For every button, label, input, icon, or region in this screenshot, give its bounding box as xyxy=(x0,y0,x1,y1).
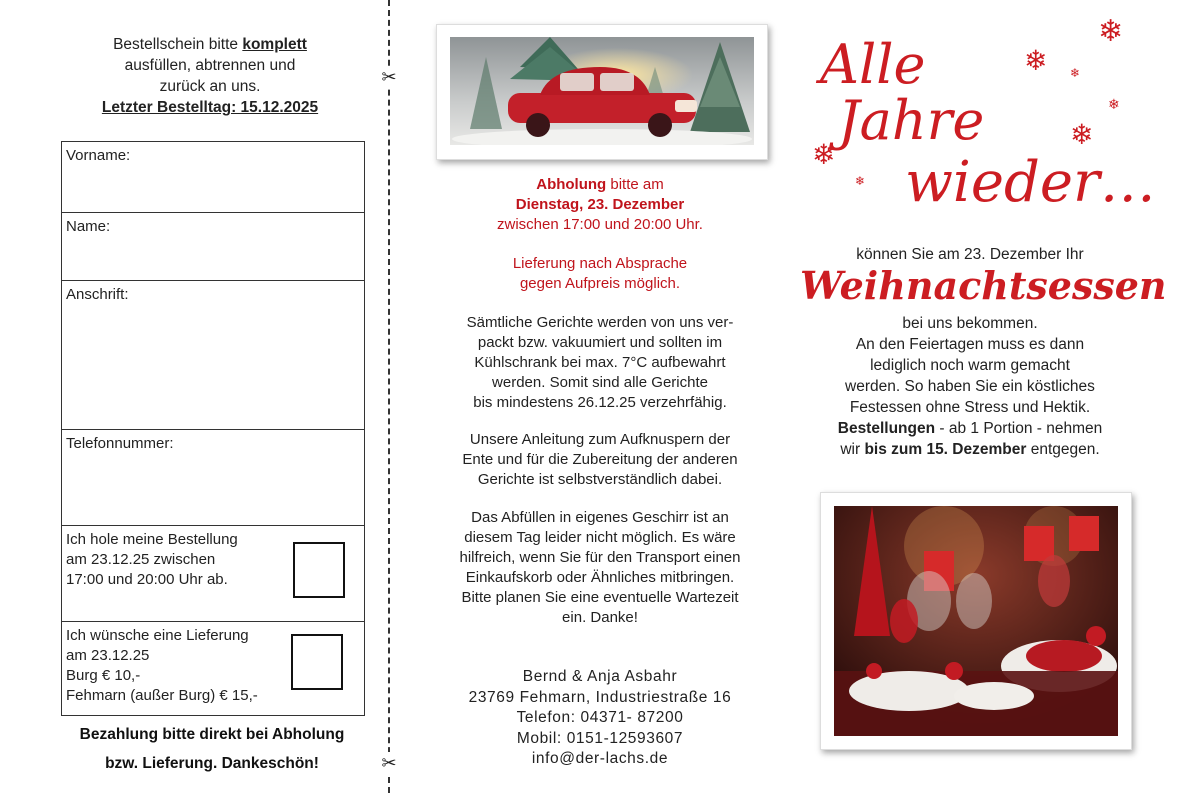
order-deadline: Letzter Bestelltag: 15.12.2025 xyxy=(101,99,319,116)
phone-label: Telefonnummer: xyxy=(66,435,174,452)
delivery-option-text: am 23.12.25 xyxy=(66,647,150,664)
delivery-text: gegen Aufpreis möglich. xyxy=(519,275,681,292)
title-word: wieder… xyxy=(905,150,1156,215)
intro-line: zurück an uns. xyxy=(159,78,261,95)
payment-line: bzw. Lieferung. Dankeschön! xyxy=(105,755,319,772)
address-field[interactable] xyxy=(62,281,364,430)
contact-mobile: Mobil: 0151-12593607 xyxy=(516,729,684,747)
lastname-label: Name: xyxy=(66,218,111,235)
delivery-info xyxy=(430,254,770,294)
contact-address: 23769 Fehmarn, Industriestraße 16 xyxy=(468,688,732,706)
delivery-text: Lieferung nach Absprache xyxy=(512,255,688,272)
pickup-option-text: 17:00 und 20:00 Uhr ab. xyxy=(66,571,228,588)
lastname-field[interactable] xyxy=(62,213,364,281)
title-word: Jahre xyxy=(838,89,985,152)
instructions-text: Unsere Anleitung zum Aufknuspern der xyxy=(469,431,731,448)
car-photo-frame xyxy=(436,24,768,160)
contact-phone: Telefon: 04371- 87200 xyxy=(516,709,684,726)
intro-text: Bestellschein bitte xyxy=(113,36,243,53)
storage-info xyxy=(430,313,770,413)
snowflake-icon: ❄ xyxy=(1108,96,1120,112)
delivery-checkbox[interactable] xyxy=(291,634,343,690)
snowflake-icon: ❄ xyxy=(855,174,866,188)
headline: Weihnachtsessen xyxy=(800,263,1167,308)
snowflake-icon: ❄ xyxy=(1070,119,1094,150)
dinner-photo-frame xyxy=(820,492,1132,750)
address-label: Anschrift: xyxy=(66,286,129,303)
order-form xyxy=(61,141,365,716)
payment-note xyxy=(52,720,372,778)
storage-text: Sämtliche Gerichte werden von uns ver- xyxy=(466,314,734,331)
pickup-time: zwischen 17:00 und 20:00 Uhr. xyxy=(497,216,703,233)
transport-info xyxy=(430,508,770,628)
order-text: - ab 1 Portion - nehmen xyxy=(935,420,1103,437)
intro-lead: können Sie am 23. Dezember Ihr xyxy=(856,246,1084,263)
cut-line xyxy=(388,0,390,793)
delivery-option-text: Ich wünsche eine Lieferung xyxy=(66,627,249,644)
order-label: Bestellungen xyxy=(837,420,936,437)
pickup-checkbox[interactable] xyxy=(293,542,345,598)
transport-text: Einkaufskorb oder Ähnliches mitbringen. xyxy=(465,569,735,586)
delivery-option-text: Burg € 10,- xyxy=(66,667,141,684)
snowflake-icon: ❄ xyxy=(1070,66,1081,80)
christmas-dinner-photo xyxy=(834,506,1118,736)
description-line: bei uns bekommen. xyxy=(902,315,1038,332)
description-line: werden. So haben Sie ein köstliches xyxy=(845,378,1095,395)
instructions-text: Ente und für die Zubereitung der anderen xyxy=(462,451,738,468)
storage-text: werden. Somit sind alle Gerichte xyxy=(492,374,708,391)
firstname-label: Vorname: xyxy=(66,147,131,164)
storage-text: packt bzw. vakuumiert und sollten im xyxy=(477,334,723,351)
pickup-heading: Abholung xyxy=(536,176,607,193)
scissors-icon: ✂ xyxy=(378,752,400,774)
scissors-icon: ✂ xyxy=(378,66,400,88)
instructions-text: Gerichte ist selbstverständlich dabei. xyxy=(477,471,723,488)
description-line: An den Feiertagen muss es dann xyxy=(855,336,1085,353)
pickup-option xyxy=(62,526,364,622)
pickup-date: Dienstag, 23. Dezember xyxy=(515,196,685,213)
contact-email[interactable]: info@der-lachs.de xyxy=(531,750,669,767)
intro-line: ausfüllen, abtrennen und xyxy=(124,57,296,74)
description xyxy=(800,313,1140,460)
description-line: lediglich noch warm gemacht xyxy=(870,357,1070,374)
payment-line: Bezahlung bitte direkt bei Abholung xyxy=(79,726,345,743)
description-line: Festessen ohne Stress und Hektik. xyxy=(849,399,1091,416)
order-deadline-bold: bis zum 15. Dezember xyxy=(864,441,1027,458)
transport-text: hilfreich, wenn Sie für den Transport einen xyxy=(459,549,741,566)
contact-block xyxy=(430,667,770,770)
snowflake-icon: ❄ xyxy=(1098,15,1124,48)
delivery-option xyxy=(62,622,364,716)
pickup-option-text: am 23.12.25 zwischen xyxy=(66,551,216,568)
transport-text: Bitte planen Sie eine eventuelle Wartezeit xyxy=(461,589,739,606)
storage-text: Kühlschrank bei max. 7°C aufbewahrt xyxy=(474,354,726,371)
transport-text: diesem Tag leider nicht möglich. Es wäre xyxy=(464,529,736,546)
intro-emphasis: komplett xyxy=(242,36,307,53)
pickup-text: bitte am xyxy=(606,176,664,193)
contact-names: Bernd & Anja Asbahr xyxy=(522,668,678,685)
firstname-field[interactable] xyxy=(62,142,364,213)
instructions-info xyxy=(430,430,770,490)
snowflake-icon: ❄ xyxy=(812,139,836,170)
order-text: entgegen. xyxy=(1026,441,1100,458)
storage-text: bis mindestens 26.12.25 verzehrfähig. xyxy=(473,394,727,411)
transport-text: Das Abfüllen in eigenes Geschirr ist an xyxy=(471,509,729,526)
order-text: wir xyxy=(840,441,865,458)
phone-field[interactable] xyxy=(62,430,364,526)
order-form-intro xyxy=(60,34,360,118)
title-word: Alle xyxy=(820,33,926,96)
pickup-option-text: Ich hole meine Bestellung xyxy=(66,531,238,548)
delivery-option-text: Fehmarn (außer Burg) € 15,- xyxy=(66,687,258,704)
pickup-info xyxy=(430,175,770,235)
red-toy-car-photo xyxy=(450,37,754,145)
transport-text: ein. Danke! xyxy=(562,609,638,626)
snowflake-icon: ❄ xyxy=(1024,45,1048,76)
